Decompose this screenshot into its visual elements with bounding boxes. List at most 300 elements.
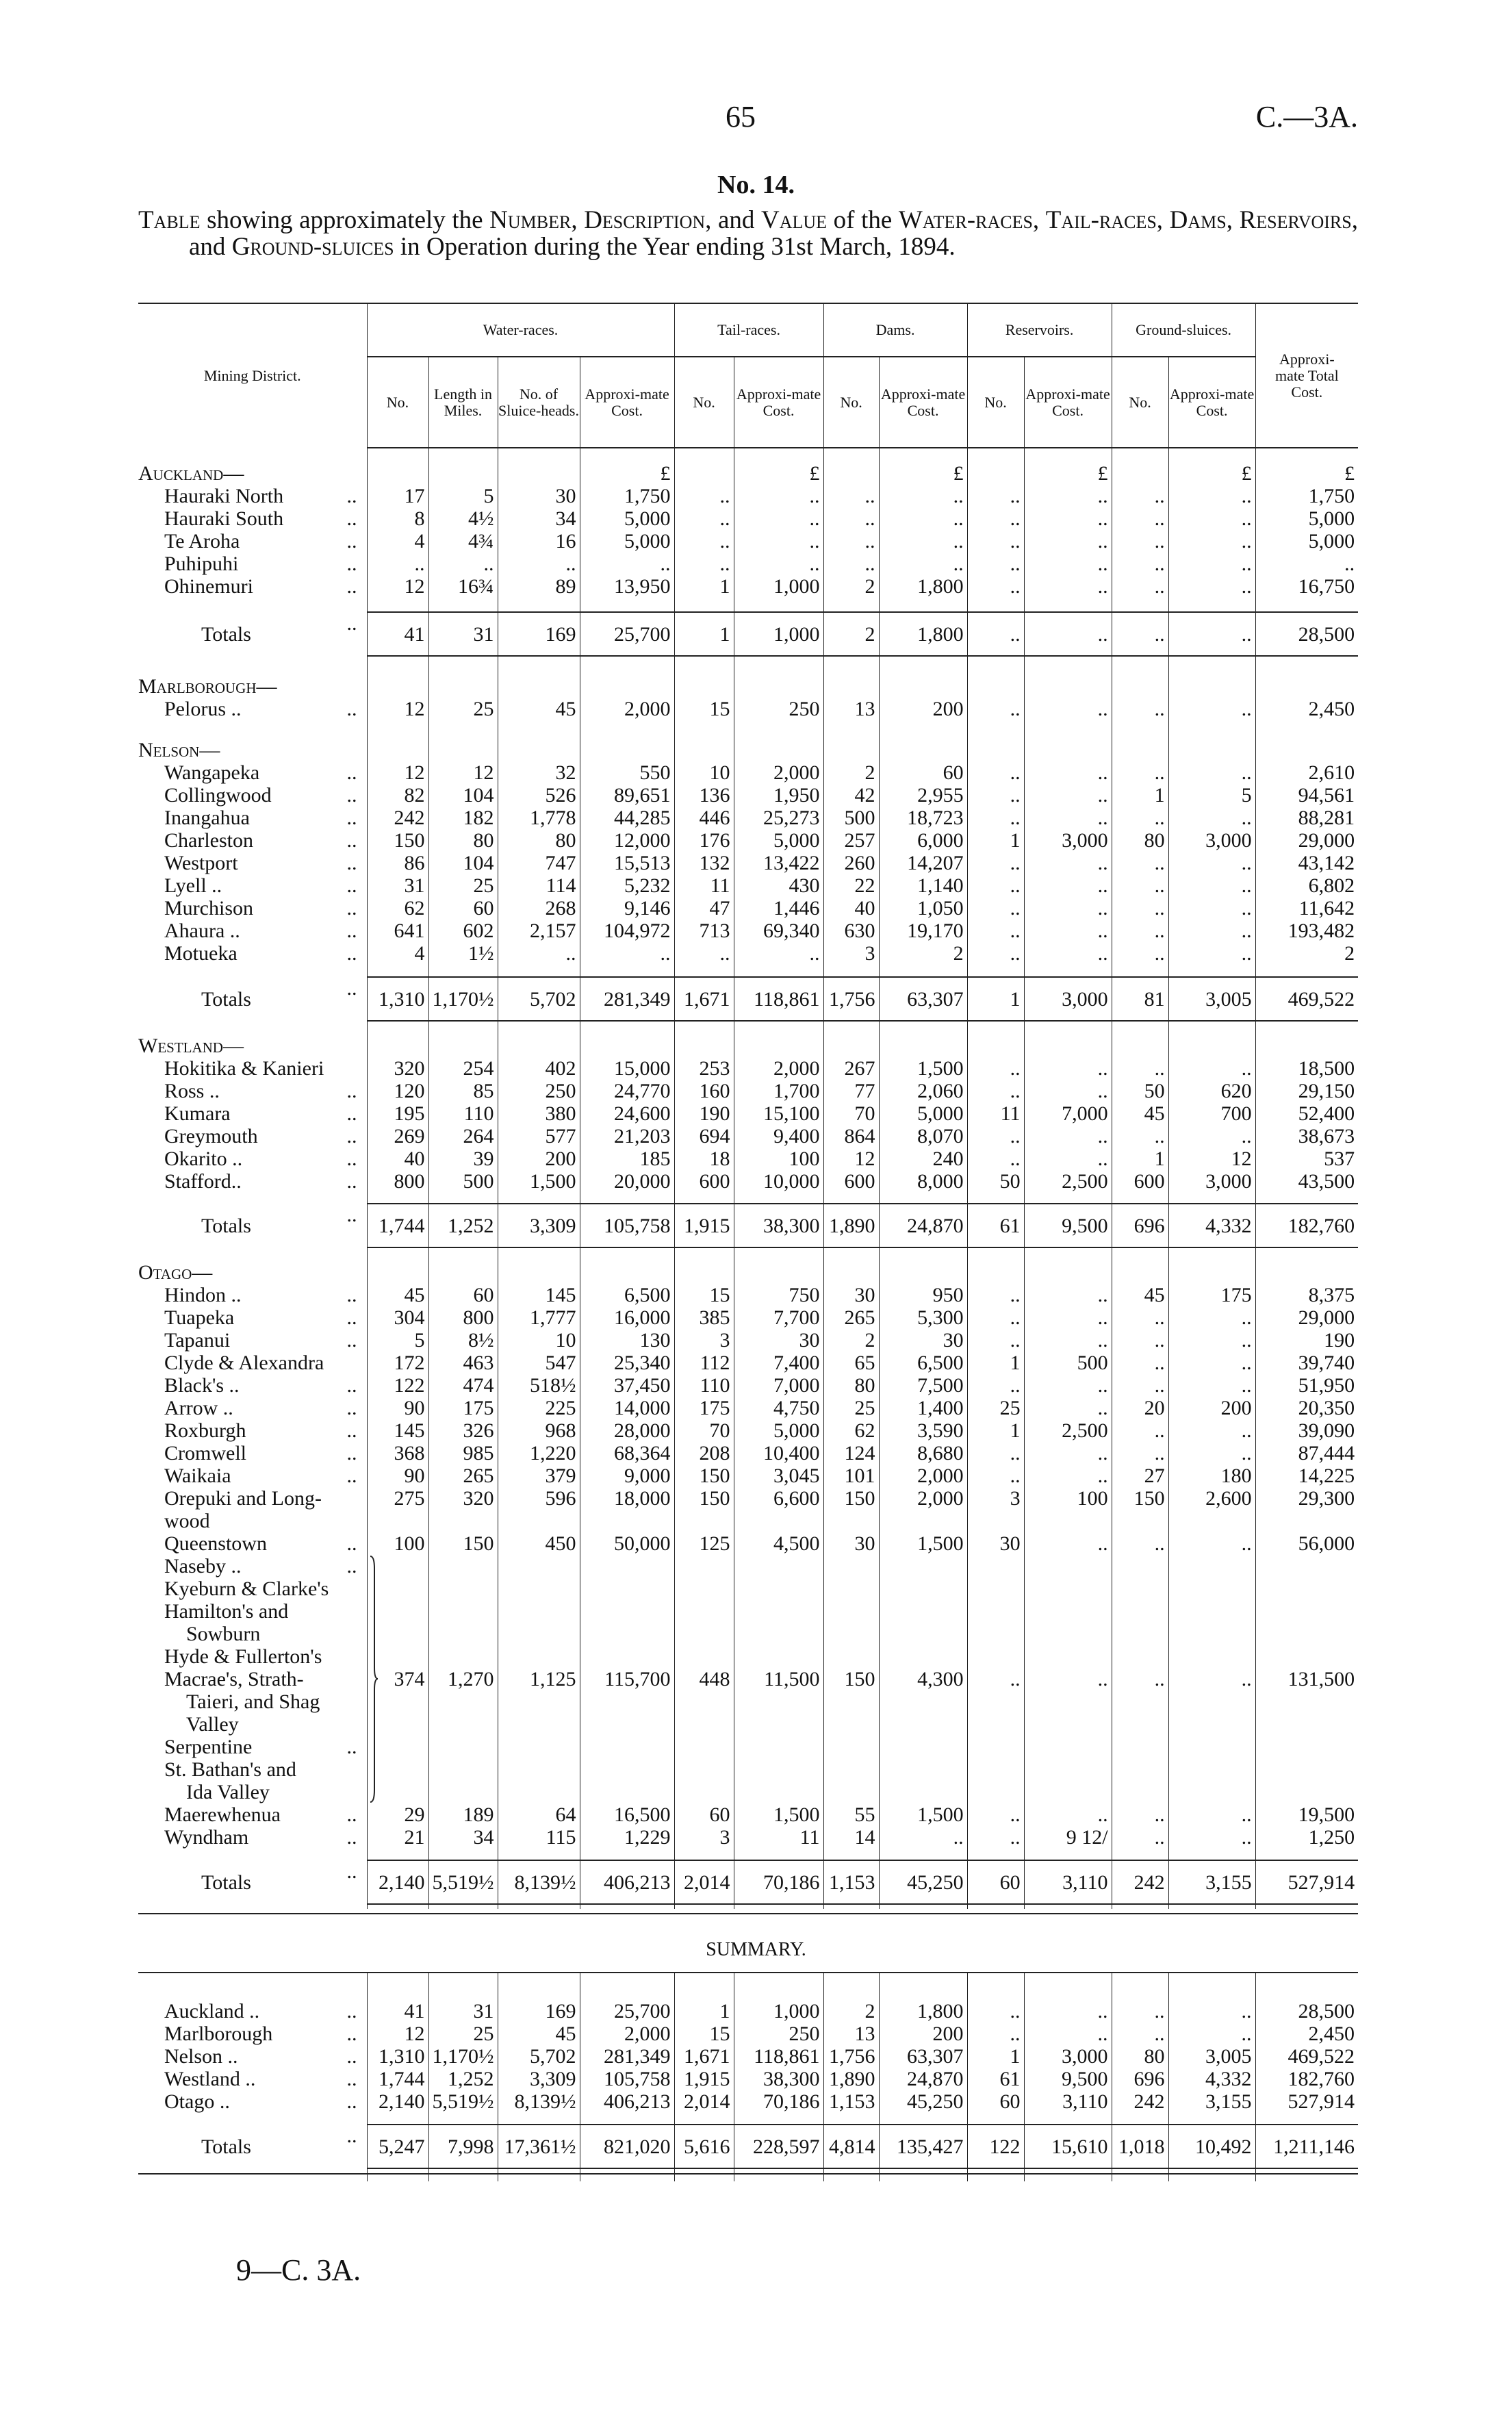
value-wr-no: 1,310 (367, 977, 428, 1021)
value-res-cost: 2,500 (1024, 1170, 1112, 1193)
value-total-cost: 19,500 (1255, 1803, 1358, 1826)
value-gs-no: .. (1112, 1125, 1168, 1148)
value-wr-length (428, 1035, 498, 1057)
value-gs-no: .. (1112, 807, 1168, 829)
table-row (138, 1057, 1358, 1080)
value-wr-length: 463 (428, 1352, 498, 1374)
value-wr-sluice-heads: 169 (498, 612, 580, 656)
district-name: Cromwell (164, 1442, 246, 1465)
value-gs-no (1112, 462, 1168, 485)
value-tr-cost: 38,300 (734, 2068, 823, 2090)
leader-dots: .. (346, 874, 357, 897)
district-name: Marlborough— (138, 675, 277, 698)
value-wr-length: 80 (428, 829, 498, 852)
district-cell (138, 977, 367, 1021)
value-dam-no: .. (823, 553, 879, 575)
value-total-cost: 1,750 (1255, 485, 1358, 507)
value-total-cost: 20,350 (1255, 1397, 1358, 1419)
summary-totals-row (138, 2125, 1358, 2168)
value-wr-cost: 2,000 (580, 2023, 674, 2045)
value-dam-no: 864 (823, 1125, 879, 1148)
value-dam-no: 260 (823, 852, 879, 874)
district-cell (138, 1465, 367, 1487)
table-row (138, 575, 1358, 598)
value-wr-no: 90 (367, 1397, 428, 1419)
value-gs-no: 600 (1112, 1170, 1168, 1193)
value-wr-length: 8½ (428, 1329, 498, 1352)
table-row (138, 1306, 1358, 1329)
value-total-cost: 2,450 (1255, 698, 1358, 720)
value-wr-length: 4½ (428, 507, 498, 530)
value-gs-cost: 10,492 (1168, 2125, 1255, 2168)
value-wr-length: 1½ (428, 942, 498, 965)
value-total-cost: 28,500 (1255, 2000, 1358, 2023)
header-wr-no: No. (367, 357, 428, 448)
value-wr-length: 104 (428, 852, 498, 874)
value-res-cost: .. (1024, 942, 1112, 965)
value-dam-no: 30 (823, 1532, 879, 1555)
value-wr-length: 1,170½ (428, 977, 498, 1021)
district-cell (138, 507, 367, 530)
value-wr-length: 474 (428, 1374, 498, 1397)
value-tr-cost (734, 739, 823, 761)
value-dam-cost (879, 739, 967, 761)
value-wr-no: 17 (367, 485, 428, 507)
value-wr-cost: .. (580, 553, 674, 575)
value-tr-no: 2,014 (674, 1860, 734, 1904)
district-name: Black's .. (164, 1374, 240, 1397)
value-wr-no: 62 (367, 897, 428, 920)
value-gs-cost: 175 (1168, 1284, 1255, 1306)
value-total-cost: 5,000 (1255, 507, 1358, 530)
district-name: Westland— (138, 1035, 244, 1057)
value-res-no: .. (967, 485, 1024, 507)
value-res-cost: .. (1024, 530, 1112, 553)
district-cell (138, 462, 367, 485)
leader-dots: .. (346, 2045, 357, 2068)
value-tr-cost (734, 1261, 823, 1284)
value-tr-cost: 6,600 (734, 1487, 823, 1532)
value-total-cost: 2,610 (1255, 761, 1358, 784)
table-number: No. 14. (717, 170, 795, 199)
value-tr-no: 10 (674, 761, 734, 784)
title-segment: Table (138, 206, 201, 234)
value-wr-no: 41 (367, 2000, 428, 2023)
value-dam-cost: .. (879, 485, 967, 507)
value-wr-sluice-heads: 402 (498, 1057, 580, 1080)
value-dam-no: 257 (823, 829, 879, 852)
value-dam-no (823, 739, 879, 761)
value-res-no: .. (967, 1057, 1024, 1080)
value-total-cost: .. (1255, 553, 1358, 575)
value-tr-cost: 4,500 (734, 1532, 823, 1555)
value-tr-no: 2,014 (674, 2090, 734, 2113)
value-gs-no: .. (1112, 530, 1168, 553)
value-dam-cost (879, 1261, 967, 1284)
value-tr-no: .. (674, 942, 734, 965)
value-gs-no: 80 (1112, 2045, 1168, 2068)
value-gs-cost: 3,155 (1168, 2090, 1255, 2113)
value-total-cost: 527,914 (1255, 1860, 1358, 1904)
value-dam-no: 2 (823, 2000, 879, 2023)
district-name: Tapanui (164, 1329, 231, 1352)
value-tr-cost: 7,400 (734, 1352, 823, 1374)
district-cell (138, 829, 367, 852)
value-res-no (967, 1035, 1024, 1057)
value-wr-cost (580, 675, 674, 698)
leader-dots: .. (346, 612, 357, 635)
value-res-no: 30 (967, 1532, 1024, 1555)
value-wr-length: 60 (428, 1284, 498, 1306)
value-dam-no (823, 1035, 879, 1057)
value-tr-cost: 2,000 (734, 1057, 823, 1080)
leader-dots: .. (346, 1204, 357, 1226)
spacer-row (138, 1849, 1358, 1860)
district-cell (138, 2045, 367, 2068)
value-total-cost: 5,000 (1255, 530, 1358, 553)
value-tr-no: 1,671 (674, 977, 734, 1021)
district-cell (138, 1374, 367, 1397)
district-name: Te Aroha (164, 530, 240, 553)
value-gs-no: 242 (1112, 2090, 1168, 2113)
value-tr-cost: £ (734, 462, 823, 485)
leader-dots: .. (346, 2023, 357, 2045)
value-gs-no: 696 (1112, 2068, 1168, 2090)
value-wr-cost: 104,972 (580, 920, 674, 942)
value-tr-cost: .. (734, 507, 823, 530)
district-name: Waikaia (164, 1465, 231, 1487)
value-total-cost: 28,500 (1255, 612, 1358, 656)
value-res-cost: 7,000 (1024, 1102, 1112, 1125)
value-wr-no: 86 (367, 852, 428, 874)
table-row (138, 1419, 1358, 1442)
district-cell (138, 2000, 367, 2023)
value-dam-no: 80 (823, 1374, 879, 1397)
value-tr-no: 60 (674, 1803, 734, 1826)
value-wr-cost: 89,651 (580, 784, 674, 807)
value-wr-length: 110 (428, 1102, 498, 1125)
value-total-cost: 182,760 (1255, 1204, 1358, 1247)
table-row (138, 1352, 1358, 1374)
value-res-no: .. (967, 553, 1024, 575)
value-wr-no: 150 (367, 829, 428, 852)
value-tr-no: 1 (674, 575, 734, 598)
leader-dots: .. (346, 1803, 357, 1826)
table-row (138, 874, 1358, 897)
value-wr-cost: .. (580, 942, 674, 965)
district-name: St. Bathan's and (164, 1758, 296, 1781)
value-tr-no: 136 (674, 784, 734, 807)
value-wr-no (367, 462, 428, 485)
summary-end-rule (138, 2173, 1358, 2175)
value-tr-no: 1,915 (674, 1204, 734, 1247)
value-dam-no: 13 (823, 698, 879, 720)
value-total-cost: 39,090 (1255, 1419, 1358, 1442)
district-cell (138, 874, 367, 897)
value-wr-sluice-heads: 3,309 (498, 2068, 580, 2090)
leader-dots: .. (346, 1555, 357, 1577)
district-name: Clyde & Alexandra (164, 1352, 324, 1374)
district-name: Hamilton's and (164, 1600, 289, 1623)
value-res-cost: 15,610 (1024, 2125, 1112, 2168)
summary-row (138, 2045, 1358, 2068)
value-dam-no: 77 (823, 1080, 879, 1102)
totals-row (138, 612, 1358, 656)
spacer-row (138, 1021, 1358, 1035)
value-tr-cost: 1,950 (734, 784, 823, 807)
value-gs-cost: 3,000 (1168, 829, 1255, 852)
value-gs-no: .. (1112, 612, 1168, 656)
value-res-cost: 100 (1024, 1487, 1112, 1532)
section-heading-row (138, 1035, 1358, 1057)
value-gs-cost (1168, 739, 1255, 761)
value-tr-cost: 13,422 (734, 852, 823, 874)
value-wr-length: 602 (428, 920, 498, 942)
value-res-cost: 500 (1024, 1352, 1112, 1374)
value-wr-sluice-heads: 577 (498, 1125, 580, 1148)
leader-dots: .. (346, 920, 357, 942)
value-total-cost: 38,673 (1255, 1125, 1358, 1148)
value-dam-cost: 45,250 (879, 1860, 967, 1904)
value-wr-no: 21 (367, 1826, 428, 1849)
value-res-no: .. (967, 920, 1024, 942)
value-dam-cost: 1,800 (879, 2000, 967, 2023)
value-gs-cost: .. (1168, 852, 1255, 874)
value-gs-cost: .. (1168, 1352, 1255, 1374)
value-tr-cost: 11 (734, 1826, 823, 1849)
value-res-no: .. (967, 761, 1024, 784)
value-wr-cost: 20,000 (580, 1170, 674, 1193)
district-name: Marlborough (164, 2023, 273, 2045)
value-wr-no: 1,744 (367, 2068, 428, 2090)
value-tr-cost: 1,000 (734, 575, 823, 598)
value-res-cost: .. (1024, 698, 1112, 720)
value-tr-cost: 1,446 (734, 897, 823, 920)
value-wr-cost: 25,700 (580, 612, 674, 656)
value-gs-cost: .. (1168, 1826, 1255, 1849)
value-gs-cost: .. (1168, 1532, 1255, 1555)
value-total-cost: 193,482 (1255, 920, 1358, 942)
value-gs-no: 45 (1112, 1284, 1168, 1306)
value-wr-sluice-heads: 379 (498, 1465, 580, 1487)
value-res-cost: .. (1024, 507, 1112, 530)
district-name: Inangahua (164, 807, 250, 829)
value-wr-cost: 115,700 (580, 1555, 674, 1803)
value-dam-no: 25 (823, 1397, 879, 1419)
value-tr-no: 150 (674, 1465, 734, 1487)
spacer-row (138, 656, 1358, 675)
value-dam-no: 2 (823, 575, 879, 598)
value-total-cost: 8,375 (1255, 1284, 1358, 1306)
value-total-cost (1255, 739, 1358, 761)
value-gs-cost: .. (1168, 553, 1255, 575)
value-tr-no: 446 (674, 807, 734, 829)
district-cell (138, 1803, 367, 1826)
value-total-cost: 6,802 (1255, 874, 1358, 897)
value-dam-cost: 45,250 (879, 2090, 967, 2113)
value-wr-cost: 13,950 (580, 575, 674, 598)
value-tr-no: 3 (674, 1826, 734, 1849)
value-res-no: .. (967, 1465, 1024, 1487)
value-res-no: 61 (967, 1204, 1024, 1247)
district-cell (138, 1329, 367, 1352)
value-gs-no: 150 (1112, 1487, 1168, 1532)
value-wr-no: 275 (367, 1487, 428, 1532)
value-gs-no: 1 (1112, 784, 1168, 807)
leader-dots: .. (346, 2068, 357, 2090)
value-wr-sluice-heads: .. (498, 553, 580, 575)
value-gs-no (1112, 675, 1168, 698)
title-segment: Water-races (898, 206, 1033, 234)
value-res-cost: 9 12/ (1024, 1826, 1112, 1849)
value-wr-no: 368 (367, 1442, 428, 1465)
value-res-no: .. (967, 897, 1024, 920)
value-res-cost: .. (1024, 807, 1112, 829)
value-res-cost: .. (1024, 2000, 1112, 2023)
value-wr-length (428, 1261, 498, 1284)
district-name: Macrae's, Strath- (164, 1668, 304, 1690)
value-total-cost: 14,225 (1255, 1465, 1358, 1487)
value-wr-no: 269 (367, 1125, 428, 1148)
leader-dots: .. (346, 761, 357, 784)
value-gs-cost: .. (1168, 1306, 1255, 1329)
summary-row (138, 2023, 1358, 2045)
value-res-cost: 9,500 (1024, 1204, 1112, 1247)
leader-dots: .. (346, 507, 357, 530)
value-wr-cost (580, 739, 674, 761)
district-cell (138, 612, 367, 656)
value-total-cost: 39,740 (1255, 1352, 1358, 1374)
spacer-row (138, 1973, 1358, 2000)
value-gs-no: .. (1112, 1555, 1168, 1803)
title-segment: , and (705, 206, 762, 234)
value-total-cost: 537 (1255, 1148, 1358, 1170)
value-gs-no: .. (1112, 1826, 1168, 1849)
value-gs-cost: .. (1168, 1329, 1255, 1352)
value-gs-cost: .. (1168, 507, 1255, 530)
value-dam-cost: £ (879, 462, 967, 485)
header-wr-length: Length in Miles. (428, 357, 498, 448)
value-tr-cost: 1,000 (734, 2000, 823, 2023)
title-segment: Value (761, 206, 828, 234)
header-total-cost: Approxi-mate Total Cost. (1255, 303, 1358, 448)
leader-dots: .. (346, 2000, 357, 2023)
leader-dots: .. (346, 1465, 357, 1487)
spacer-row (138, 2113, 1358, 2125)
value-res-cost: 3,110 (1024, 2090, 1112, 2113)
value-wr-sluice-heads: 32 (498, 761, 580, 784)
value-wr-no: 120 (367, 1080, 428, 1102)
leader-dots: .. (346, 977, 357, 1000)
value-total-cost: 527,914 (1255, 2090, 1358, 2113)
value-gs-no: 50 (1112, 1080, 1168, 1102)
district-name: Auckland— (138, 462, 244, 485)
value-tr-no: 1,671 (674, 2045, 734, 2068)
value-total-cost: 29,000 (1255, 829, 1358, 852)
value-wr-cost: 5,000 (580, 507, 674, 530)
value-res-cost: 3,000 (1024, 2045, 1112, 2068)
value-gs-no: .. (1112, 1329, 1168, 1352)
value-tr-cost: 430 (734, 874, 823, 897)
value-wr-sluice-heads: 200 (498, 1148, 580, 1170)
value-total-cost: 94,561 (1255, 784, 1358, 807)
leader-dots: .. (346, 2090, 357, 2113)
value-dam-cost: 7,500 (879, 1374, 967, 1397)
value-dam-cost: 1,140 (879, 874, 967, 897)
value-tr-no: 160 (674, 1080, 734, 1102)
value-res-cost: .. (1024, 1374, 1112, 1397)
value-gs-cost: 620 (1168, 1080, 1255, 1102)
value-res-cost: 3,110 (1024, 1860, 1112, 1904)
leader-dots: .. (346, 1826, 357, 1849)
value-dam-cost: 1,050 (879, 897, 967, 920)
value-gs-cost: .. (1168, 1057, 1255, 1080)
value-res-cost: .. (1024, 852, 1112, 874)
value-tr-cost: 228,597 (734, 2125, 823, 2168)
value-res-cost: .. (1024, 1397, 1112, 1419)
table-row (138, 698, 1358, 720)
totals-row (138, 1860, 1358, 1904)
value-wr-sluice-heads: 3,309 (498, 1204, 580, 1247)
table-row (138, 553, 1358, 575)
title-segment: , (1032, 206, 1046, 234)
value-gs-cost (1168, 1035, 1255, 1057)
value-wr-cost (580, 1261, 674, 1284)
district-name: Ahaura .. (164, 920, 240, 942)
value-tr-cost: 30 (734, 1329, 823, 1352)
value-wr-no: 12 (367, 761, 428, 784)
value-gs-cost: .. (1168, 920, 1255, 942)
value-dam-no: 267 (823, 1057, 879, 1080)
value-dam-cost: .. (879, 507, 967, 530)
value-dam-no: 70 (823, 1102, 879, 1125)
district-cell (138, 852, 367, 874)
value-wr-length: 31 (428, 612, 498, 656)
spacer-row (138, 2168, 1358, 2181)
value-dam-no: 13 (823, 2023, 879, 2045)
leader-dots: .. (346, 852, 357, 874)
value-wr-no: .. (367, 553, 428, 575)
value-tr-cost: .. (734, 553, 823, 575)
table-row (138, 1284, 1358, 1306)
value-res-no: 1 (967, 829, 1024, 852)
value-wr-length (428, 462, 498, 485)
value-gs-no: .. (1112, 852, 1168, 874)
value-tr-no (674, 462, 734, 485)
value-total-cost: 16,750 (1255, 575, 1358, 598)
value-wr-sluice-heads: 1,777 (498, 1306, 580, 1329)
leader-dots: .. (346, 575, 357, 598)
value-wr-cost: 16,000 (580, 1306, 674, 1329)
value-gs-no: .. (1112, 2000, 1168, 2023)
header-res-no: No. (967, 357, 1024, 448)
value-tr-no: 18 (674, 1148, 734, 1170)
district-cell (138, 1532, 367, 1555)
district-name: Hindon .. (164, 1284, 242, 1306)
table-row (138, 1080, 1358, 1102)
value-wr-no: 29 (367, 1803, 428, 1826)
value-gs-cost: .. (1168, 897, 1255, 920)
value-res-cost (1024, 1261, 1112, 1284)
value-dam-no: 2 (823, 1329, 879, 1352)
table-row (138, 1329, 1358, 1352)
value-dam-no: 124 (823, 1442, 879, 1465)
value-wr-no: 242 (367, 807, 428, 829)
value-wr-sluice-heads: 1,500 (498, 1170, 580, 1193)
district-cell (138, 2090, 367, 2113)
value-res-cost (1024, 675, 1112, 698)
value-dam-cost: 30 (879, 1329, 967, 1352)
